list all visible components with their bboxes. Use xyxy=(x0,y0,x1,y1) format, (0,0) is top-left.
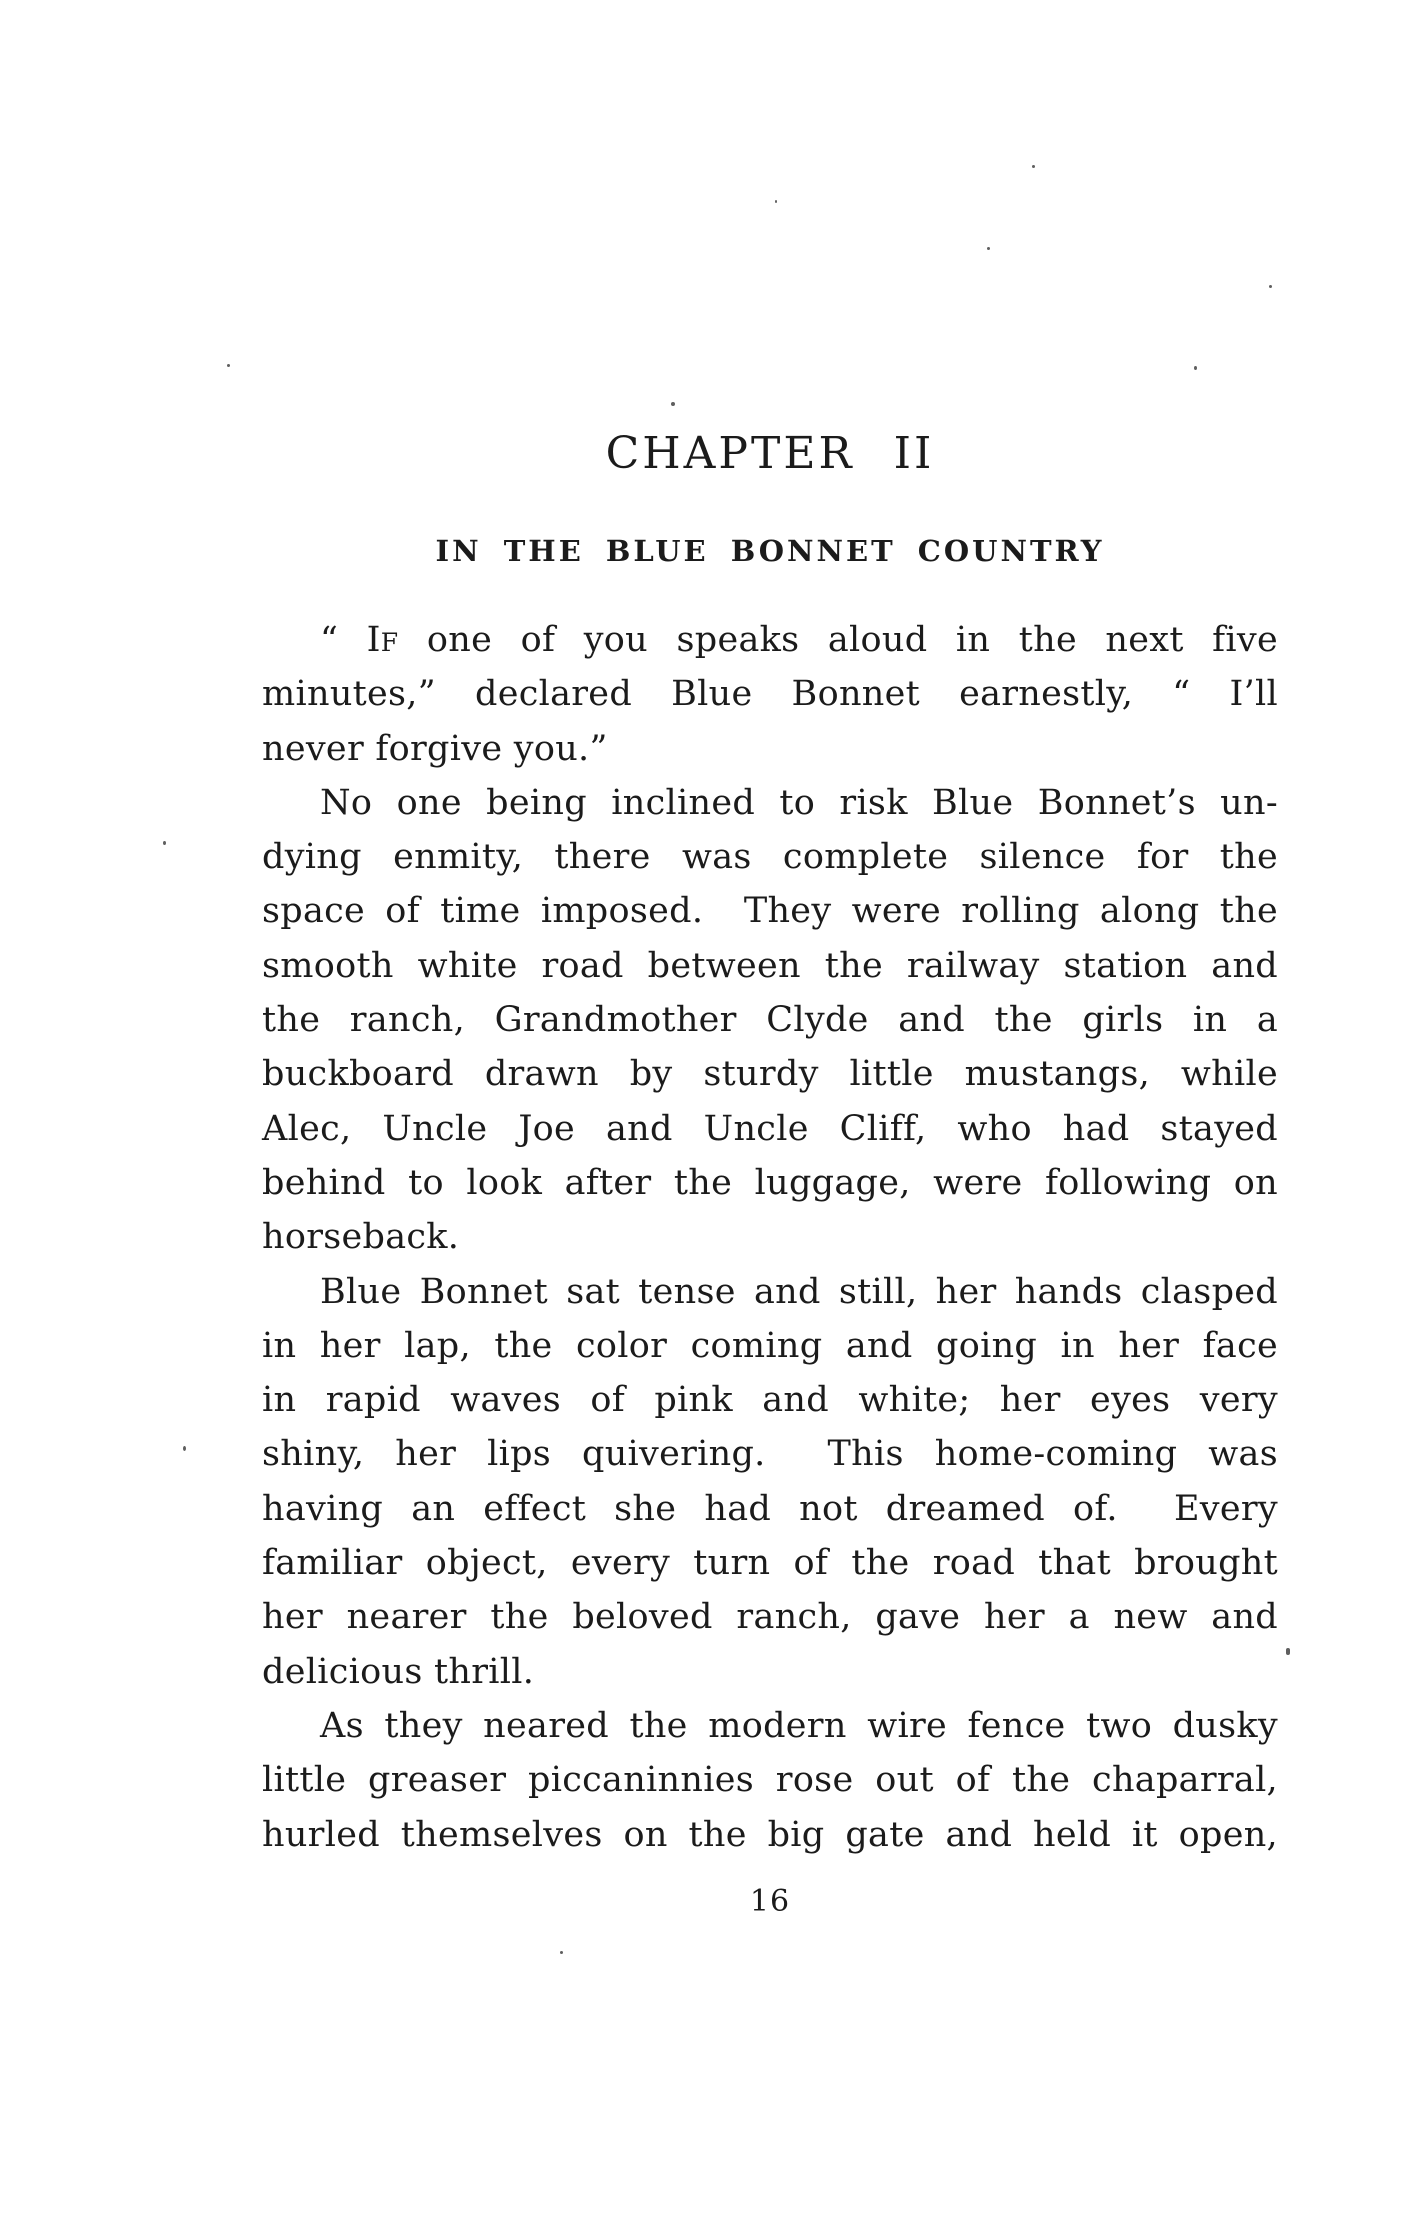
body-line: little greaser piccaninnies rose out of the chaparral, xyxy=(262,1760,1278,1801)
ink-speck xyxy=(987,247,990,250)
ink-speck xyxy=(1286,1648,1290,1655)
ink-speck xyxy=(1194,366,1197,370)
ink-speck xyxy=(183,1446,186,1451)
body-line: in her lap, the color coming and going in her face xyxy=(262,1325,1278,1366)
line-text: one of you speaks aloud in the next five xyxy=(398,620,1278,660)
ink-speck xyxy=(775,200,777,203)
body-line: having an effect she had not dreamed of. Every xyxy=(262,1488,1278,1529)
open-quote: “ xyxy=(320,620,367,660)
body-line: buckboard drawn by sturdy little mustangs, while xyxy=(262,1054,1278,1095)
body-line: dying enmity, there was complete silence for the xyxy=(262,837,1278,878)
body-line: No one being inclined to risk Blue Bonnet’s un- xyxy=(320,782,1278,823)
body-line: horseback. xyxy=(262,1217,460,1258)
body-line: shiny, her lips quivering. This home-coming was xyxy=(262,1434,1278,1475)
body-line: space of time imposed. They were rolling along the xyxy=(262,891,1278,932)
body-line: Alec, Uncle Joe and Uncle Cliff, who had stayed xyxy=(262,1108,1278,1149)
body-line: her nearer the beloved ranch, gave her a new and xyxy=(262,1597,1278,1638)
body-line xyxy=(262,613,1278,667)
body-line: in rapid waves of pink and white; her eyes very xyxy=(262,1380,1278,1421)
ink-speck xyxy=(1269,285,1272,288)
chapter-heading: CHAPTER II xyxy=(605,428,935,479)
body-line: minutes,” declared Blue Bonnet earnestly, “ I’ll xyxy=(262,674,1278,715)
ink-speck xyxy=(671,402,675,406)
body-line: the ranch, Grandmother Clyde and the girls in a xyxy=(262,1000,1278,1041)
ink-speck xyxy=(227,364,230,367)
body-line: As they neared the modern wire fence two dusky xyxy=(320,1705,1278,1746)
body-line: delicious thrill. xyxy=(262,1651,535,1692)
body-line: behind to look after the luggage, were following on xyxy=(262,1162,1278,1203)
body-line: Blue Bonnet sat tense and still, her hands clasped xyxy=(320,1271,1278,1312)
ink-speck xyxy=(1032,165,1035,168)
section-title: IN THE BLUE BONNET COUNTRY xyxy=(435,534,1105,568)
smallcaps-word: If xyxy=(366,620,399,660)
body-line: hurled themselves on the big gate and held it open, xyxy=(262,1814,1278,1855)
ink-speck xyxy=(560,1951,563,1954)
body-text xyxy=(262,613,1278,1862)
page-number: 16 xyxy=(749,1884,791,1919)
ink-speck xyxy=(163,841,166,845)
body-line: never forgive you.” xyxy=(262,728,608,769)
body-line: smooth white road between the railway station and xyxy=(262,945,1278,986)
body-line: familiar object, every turn of the road that brought xyxy=(262,1543,1278,1584)
